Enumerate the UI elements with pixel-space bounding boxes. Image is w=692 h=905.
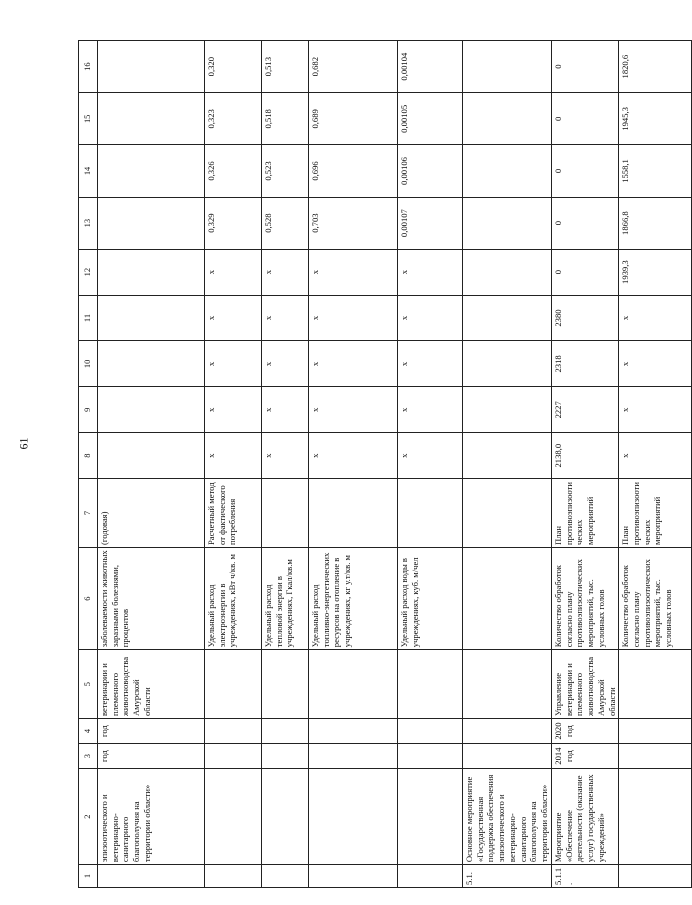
table-cell [309, 650, 398, 719]
table-cell: х [619, 387, 692, 433]
table-cell [619, 650, 692, 719]
table-cell [98, 865, 205, 888]
table-cell: 0 [551, 41, 618, 93]
table-cell: х [205, 341, 262, 387]
table-cell: 0,00107 [398, 197, 463, 249]
table-cell [398, 744, 463, 769]
table-cell: Количество обработок согласно плану противоэпизоотических мероприятий, тыс. условных голов [551, 547, 618, 649]
table-row [262, 41, 309, 888]
table-cell [463, 341, 552, 387]
table-cell [309, 719, 398, 744]
table-cell [98, 93, 205, 145]
table-cell [262, 650, 309, 719]
table-cell [98, 433, 205, 479]
table-cell: 1558,1 [619, 145, 692, 197]
table-cell [619, 719, 692, 744]
table-cell: Основное мероприятие «Государственная поддержка обеспечения эпизоотического и ветеринарно-санитарного благополучия на территории области» [463, 769, 552, 865]
table-cell: х [309, 387, 398, 433]
table-cell: год [98, 744, 205, 769]
table-cell: 2138,0 [551, 433, 618, 479]
table-cell: 2318 [551, 341, 618, 387]
column-header: 14 [79, 145, 98, 197]
table-cell: 0,703 [309, 197, 398, 249]
table-cell: Управление ветеринарии и племенного животноводства Амурской области [551, 650, 618, 719]
table-cell: 0 [551, 145, 618, 197]
column-header: 16 [79, 41, 98, 93]
table-cell: х [262, 249, 309, 295]
table-cell [309, 865, 398, 888]
table-cell: х [619, 341, 692, 387]
table-cell [262, 479, 309, 548]
table-cell: 0,320 [205, 41, 262, 93]
table-cell [262, 719, 309, 744]
table-cell: 0,518 [262, 93, 309, 145]
table-cell: х [262, 433, 309, 479]
table-cell: Расчетный метод от фактического потребления [205, 479, 262, 548]
table-cell: х [262, 341, 309, 387]
table-cell: х [205, 433, 262, 479]
table-cell: х [619, 295, 692, 341]
column-header: 3 [79, 744, 98, 769]
table-cell: 0,00105 [398, 93, 463, 145]
table-cell [619, 865, 692, 888]
table-cell [262, 769, 309, 865]
table-cell [98, 249, 205, 295]
table-cell: х [398, 341, 463, 387]
table-cell: Удельный расход тепловой энергии в учреждениях, Гкал/кв.м [262, 547, 309, 649]
table-cell: План противоэпизоотических мероприятий [551, 479, 618, 548]
table-cell: Удельный расход топливно-энергетических ресурсов на отопление в учреждениях, кг у.т/кв. м [309, 547, 398, 649]
table-cell [98, 387, 205, 433]
table-cell [309, 479, 398, 548]
table-cell: 0,689 [309, 93, 398, 145]
table-cell [463, 93, 552, 145]
table-cell: х [309, 341, 398, 387]
table-cell [463, 41, 552, 93]
table-cell [205, 769, 262, 865]
table-cell [463, 547, 552, 649]
table-cell [98, 197, 205, 249]
table-cell: х [619, 433, 692, 479]
table-cell: 2380 [551, 295, 618, 341]
table-cell: х [309, 249, 398, 295]
table-cell: х [398, 249, 463, 295]
table-cell [463, 145, 552, 197]
table-cell [205, 650, 262, 719]
column-header: 13 [79, 197, 98, 249]
table-row [309, 41, 398, 888]
table-cell [98, 41, 205, 93]
table-cell [463, 719, 552, 744]
table-cell: х [309, 433, 398, 479]
table-row [463, 41, 552, 888]
table-cell: Удельный расход электроэнергии в учреждениях, кВт ч/кв. м [205, 547, 262, 649]
table-cell: х [205, 295, 262, 341]
table-cell: 2227 [551, 387, 618, 433]
table-cell [463, 197, 552, 249]
table-cell [398, 479, 463, 548]
table-cell: План противоэпизоотических мероприятий [619, 479, 692, 548]
table-cell: 2020 год [551, 719, 618, 744]
table-row [551, 41, 618, 888]
table-cell: 0,326 [205, 145, 262, 197]
table-cell [98, 145, 205, 197]
table-cell: 0 [551, 197, 618, 249]
table-cell: 0,682 [309, 41, 398, 93]
table-cell: х [205, 387, 262, 433]
table-cell: х [398, 387, 463, 433]
column-header: 10 [79, 341, 98, 387]
table-cell: 0,523 [262, 145, 309, 197]
table-cell: 1820,6 [619, 41, 692, 93]
table-cell: 0,00106 [398, 145, 463, 197]
column-header: 6 [79, 547, 98, 649]
table-row [398, 41, 463, 888]
table-cell: 0,00104 [398, 41, 463, 93]
table-cell [398, 719, 463, 744]
table-body [98, 41, 692, 888]
table-cell [463, 479, 552, 548]
table-cell: Мероприятие «Обеспечение деятельности (оказание услуг) государственных учреждений» [551, 769, 618, 865]
table-cell: х [205, 249, 262, 295]
table-cell [463, 387, 552, 433]
table-cell [398, 865, 463, 888]
table-cell [309, 744, 398, 769]
table-cell [398, 769, 463, 865]
table-cell [205, 719, 262, 744]
table-cell [98, 341, 205, 387]
table-cell: 0,329 [205, 197, 262, 249]
column-header: 5 [79, 650, 98, 719]
table-cell [463, 295, 552, 341]
table-row [98, 41, 205, 888]
table-cell: х [262, 387, 309, 433]
table-cell [619, 744, 692, 769]
column-header: 12 [79, 249, 98, 295]
table-cell: эпизоотического и ветеринарно-санитарного благополучия на территории области» [98, 769, 205, 865]
table-cell: 5.1. [463, 865, 552, 888]
table-cell: 0,513 [262, 41, 309, 93]
table-cell: х [398, 433, 463, 479]
rotated-table-frame [78, 40, 674, 888]
table-cell [463, 744, 552, 769]
column-header: 8 [79, 433, 98, 479]
table-cell: ветеринарии и племенного животноводства Амурской области [98, 650, 205, 719]
table-cell [463, 249, 552, 295]
table-cell: х [309, 295, 398, 341]
table-cell: 0,323 [205, 93, 262, 145]
table-cell [98, 295, 205, 341]
column-header: 15 [79, 93, 98, 145]
table-cell [463, 433, 552, 479]
table-cell: год [98, 719, 205, 744]
column-header: 4 [79, 719, 98, 744]
table-cell [619, 769, 692, 865]
table-cell: 0 [551, 93, 618, 145]
table-cell: заболеваемости животных заразными болезнями, процентов [98, 547, 205, 649]
table-cell: 2014 год [551, 744, 618, 769]
table-cell: 1939,3 [619, 249, 692, 295]
table-cell [262, 865, 309, 888]
table-cell: 1866,8 [619, 197, 692, 249]
table-cell: Удельный расход воды в учреждениях, куб. м/чел [398, 547, 463, 649]
table-cell: (годовая) [98, 479, 205, 548]
column-number-row [79, 41, 98, 888]
column-header: 9 [79, 387, 98, 433]
column-header: 11 [79, 295, 98, 341]
table-cell: х [398, 295, 463, 341]
table-cell: Количество обработок согласно плану противоэпизоотических мероприятий, тыс. условных голов [619, 547, 692, 649]
table-cell: 1945,3 [619, 93, 692, 145]
table-cell [309, 769, 398, 865]
page-number: 61 [16, 437, 31, 450]
table-cell: 0,528 [262, 197, 309, 249]
table-cell [262, 744, 309, 769]
table-cell [398, 650, 463, 719]
column-header: 7 [79, 479, 98, 548]
table-cell: 5.1.1. [551, 865, 618, 888]
table-row [619, 41, 692, 888]
indicator-table [78, 40, 692, 888]
table-cell [205, 744, 262, 769]
table-cell: 0,696 [309, 145, 398, 197]
table-cell: х [262, 295, 309, 341]
table-cell [205, 865, 262, 888]
table-cell: 0 [551, 249, 618, 295]
rotated-table-container [78, 40, 674, 888]
table-row [205, 41, 262, 888]
column-header: 2 [79, 769, 98, 865]
column-header: 1 [79, 865, 98, 888]
table-cell [463, 650, 552, 719]
